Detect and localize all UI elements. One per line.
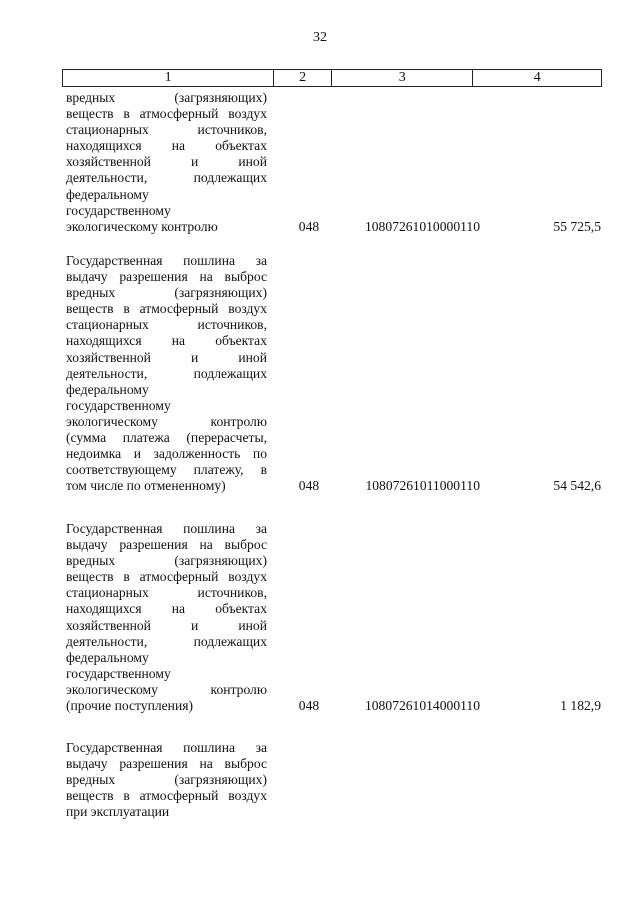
description-line: хозяйственной и иной: [66, 154, 267, 170]
description-line: вредных (загрязняющих): [66, 772, 267, 788]
description-line: государственному: [66, 397, 171, 413]
description-line: выдачу разрешения на выброс: [66, 269, 267, 285]
description-line: хозяйственной и иной: [66, 349, 267, 365]
description-line: недоимка и задолженность по: [66, 446, 267, 462]
admin-code: 048: [298, 478, 320, 494]
budget-classification-code: 10807261011000110: [365, 478, 480, 494]
description-line: экологическому контролю: [66, 681, 267, 697]
description-line: веществ в атмосферный воздух: [66, 569, 267, 585]
description-line: (сумма платежа (перерасчеты,: [66, 430, 267, 446]
row-description: [66, 740, 267, 820]
description-line: находящихся на объектах: [66, 333, 267, 349]
column-header-3: 3: [332, 70, 473, 86]
admin-code: 048: [298, 218, 320, 234]
description-line: федеральному: [66, 381, 149, 397]
description-line: веществ в атмосферный воздух: [66, 788, 267, 804]
table-header: [62, 69, 602, 87]
column-header-2: 2: [274, 70, 332, 86]
amount-value: 54 542,6: [553, 478, 601, 494]
description-line: государственному: [66, 202, 171, 218]
description-line: федеральному: [66, 186, 149, 202]
budget-classification-code: 10807261014000110: [364, 698, 480, 714]
description-line: вредных (загрязняющих): [66, 553, 267, 569]
description-line: находящихся на объектах: [66, 138, 267, 154]
description-line: экологическому контролю: [66, 218, 218, 234]
description-line: государственному: [66, 665, 171, 681]
description-line: деятельности, подлежащих: [66, 633, 267, 649]
page-number: 32: [313, 30, 327, 45]
row-description: [66, 90, 267, 235]
row-description: [66, 521, 267, 714]
description-line: том числе по отмененному): [66, 478, 226, 494]
description-line: Государственная пошлина за: [66, 253, 267, 268]
budget-classification-code: 10807261010000110: [364, 218, 480, 234]
description-line: при эксплуатации: [66, 804, 170, 820]
description-line: стационарных источников,: [66, 317, 267, 333]
description-line: веществ в атмосферный воздух: [66, 106, 267, 122]
description-line: Государственная пошлина за: [66, 521, 267, 536]
description-line: стационарных источников,: [66, 585, 267, 601]
description-line: Государственная пошлина за: [66, 740, 267, 755]
admin-code: 048: [298, 698, 320, 714]
description-line: выдачу разрешения на выброс: [66, 537, 267, 553]
description-line: хозяйственной и иной: [66, 617, 267, 633]
column-header-1: 1: [63, 70, 274, 86]
description-line: деятельности, подлежащих: [66, 365, 267, 381]
description-line: веществ в атмосферный воздух: [66, 301, 267, 317]
description-line: находящихся на объектах: [66, 601, 267, 617]
description-line: экологическому контролю: [66, 413, 267, 429]
description-line: федеральному: [66, 649, 149, 665]
row-description: [66, 253, 267, 494]
description-line: вредных (загрязняющих): [66, 285, 267, 301]
amount-value: 55 725,5: [553, 218, 601, 234]
column-header-4: 4: [533, 70, 541, 85]
description-line: (прочие поступления): [66, 698, 194, 714]
description-line: вредных (загрязняющих): [66, 90, 267, 105]
amount-value: 1 182,9: [560, 698, 601, 714]
description-line: выдачу разрешения на выброс: [66, 756, 267, 772]
description-line: соответствующему платежу, в: [66, 462, 267, 478]
description-line: стационарных источников,: [66, 122, 267, 138]
description-line: деятельности, подлежащих: [66, 170, 267, 186]
